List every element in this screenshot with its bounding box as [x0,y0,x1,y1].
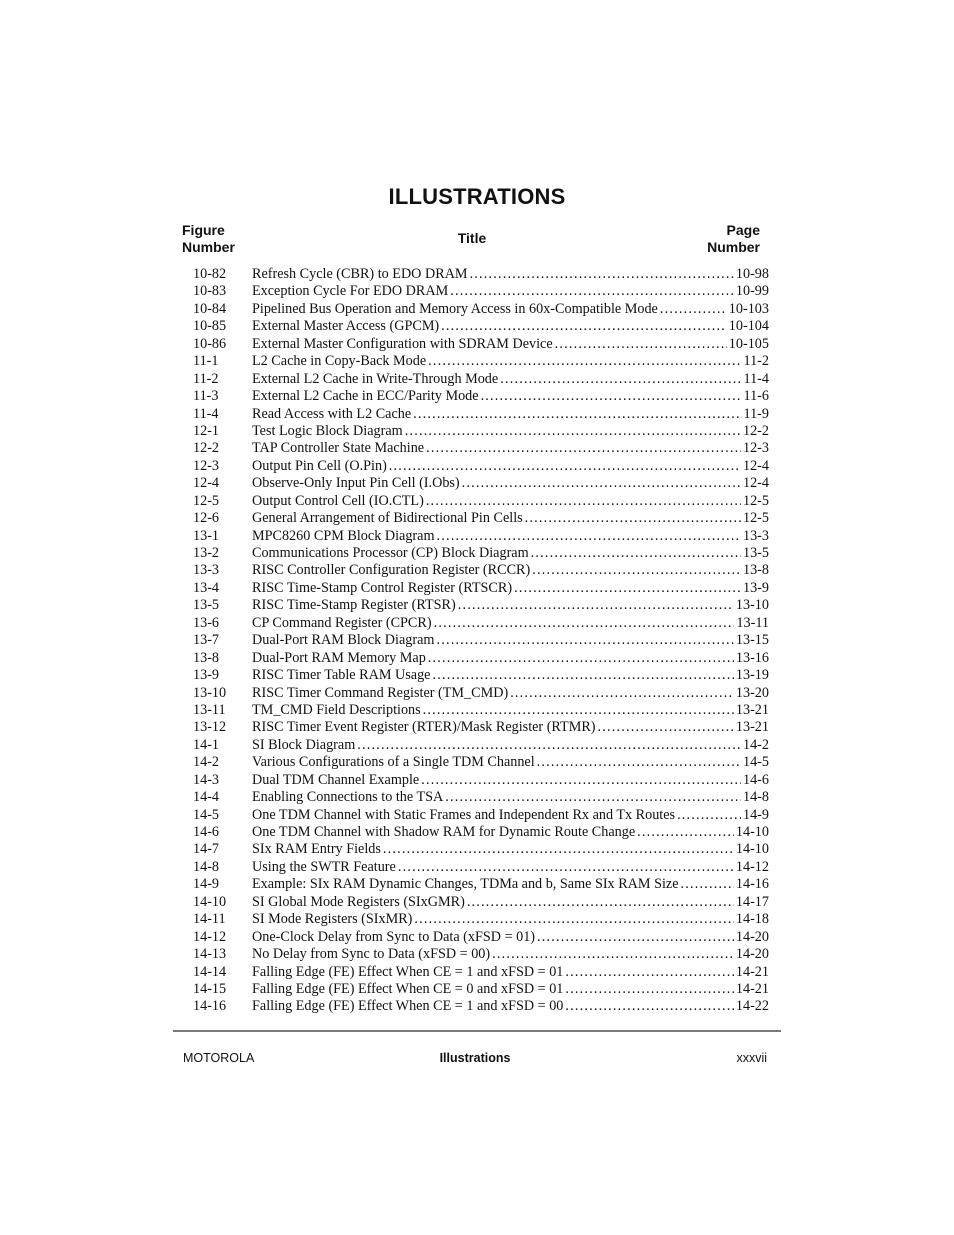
figure-number: 13-9 [193,667,220,684]
figure-number: 14-2 [193,754,220,771]
list-item[interactable] [193,371,769,388]
dot-leader [462,475,741,492]
figure-title: Exception Cycle For EDO DRAM [252,283,449,300]
dot-leader [481,388,742,405]
dot-leader [428,650,734,667]
page-number: 13-20 [735,684,769,701]
figure-number: 14-12 [193,928,227,945]
page-header-line1: Page [726,222,760,238]
page-number: 13-21 [735,701,769,718]
dot-leader [428,353,741,370]
page-number: 13-15 [735,632,769,649]
list-item[interactable] [193,650,769,667]
figure-title: TAP Controller State Machine [252,440,425,457]
list-item[interactable] [193,737,769,754]
footer-section: Illustrations [439,1051,511,1065]
figure-title: Output Pin Cell (O.Pin) [252,457,387,474]
list-item[interactable] [193,580,769,597]
figure-title: One TDM Channel with Static Frames and Independent Rx and Tx Routes [252,806,676,823]
page-number: 13-11 [736,614,769,631]
figure-title: Communications Processor (CP) Block Diagram [252,545,529,561]
figure-title: Using the SWTR Feature [252,858,396,875]
figure-title: RISC Timer Table RAM Usage [252,667,431,684]
figure-title: Falling Edge (FE) Effect When CE = 1 and xFSD = 01 [252,963,564,980]
list-item[interactable] [193,318,769,335]
figure-title: Pipelined Bus Operation and Memory Access in 60x-Compatible Mode [252,300,658,317]
dot-leader [414,911,733,928]
page-number: 11-6 [743,388,769,405]
figure-title: External Master Access (GPCM) [252,318,440,335]
page-number: 14-5 [742,754,769,771]
footer-publisher: MOTOROLA [183,1051,255,1065]
dot-leader [357,737,741,754]
figure-title: SI Block Diagram [252,736,356,753]
list-item[interactable] [193,336,769,353]
page-number: 14-16 [735,876,769,893]
page-number: 14-20 [735,946,769,963]
figure-number: 14-13 [193,946,227,963]
dot-leader [450,283,734,300]
page-number: 14-8 [742,789,769,806]
figure-number: 14-4 [193,789,220,806]
dot-leader [637,824,734,841]
list-item[interactable] [193,545,769,562]
figure-number: 13-12 [193,719,227,736]
list-item[interactable] [193,964,769,981]
dot-leader [514,580,741,597]
figure-number: 13-8 [193,649,220,666]
list-item[interactable] [193,597,769,614]
list-item[interactable] [193,353,769,370]
dot-leader [458,597,734,614]
page-number: 10-103 [728,300,769,317]
figure-number: 10-84 [193,300,227,317]
figure-number: 14-10 [193,893,227,910]
dot-leader [426,493,741,510]
dot-leader [598,719,734,736]
list-item[interactable] [193,562,769,579]
figure-number: 11-2 [193,370,219,387]
page-number: 12-5 [742,492,769,509]
page-number: 10-99 [735,283,769,300]
dot-leader [432,667,733,684]
figure-number: 14-8 [193,858,220,875]
figure-number: 10-83 [193,283,227,300]
figure-title: RISC Time-Stamp Register (RTSR) [252,597,456,614]
list-item[interactable] [193,685,769,702]
figure-title: Refresh Cycle (CBR) to EDO DRAM [252,266,468,282]
figure-number: 13-2 [193,545,220,561]
list-item[interactable] [193,946,769,963]
figure-number: 14-9 [193,876,220,893]
dot-leader [445,789,741,806]
list-item[interactable] [193,824,769,841]
figure-title: Various Configurations of a Single TDM Channel [252,754,535,771]
dot-leader [525,510,741,527]
page-number: 13-9 [742,579,769,596]
page-number: 14-21 [735,980,769,997]
figure-number: 12-1 [193,422,220,439]
list-item[interactable] [193,440,769,457]
figure-title: L2 Cache in Copy-Back Mode [252,353,427,370]
figure-title: RISC Timer Command Register (TM_CMD) [252,684,509,701]
page-number: 10-104 [728,318,769,335]
page-number: 14-18 [735,911,769,928]
page-number: 13-5 [742,545,769,561]
figure-title: RISC Timer Event Register (RTER)/Mask Register (RTMR) [252,719,596,736]
figure-title: SI Mode Registers (SIxMR) [252,911,413,928]
illustrations-list [193,266,769,1016]
figure-title: MPC8260 CPM Block Diagram [252,527,435,544]
figure-header-line1: Figure [182,222,225,238]
figure-number: 13-7 [193,632,220,649]
dot-leader [467,894,734,911]
dot-leader [677,807,741,824]
page-number: 10-98 [735,266,769,282]
dot-leader [565,998,733,1015]
list-item[interactable] [193,772,769,789]
figure-number: 11-3 [193,388,219,405]
figure-title: No Delay from Sync to Data (xFSD = 00) [252,946,491,963]
figure-title: Falling Edge (FE) Effect When CE = 0 and xFSD = 01 [252,980,564,997]
list-item[interactable] [193,458,769,475]
figure-number: 13-11 [193,701,226,718]
figure-number: 13-10 [193,684,227,701]
dot-leader [555,336,727,353]
list-item[interactable] [193,423,769,440]
page-number: 13-10 [735,597,769,614]
list-item[interactable] [193,876,769,893]
dot-leader [421,772,741,789]
list-item[interactable] [193,475,769,492]
figure-number: 14-5 [193,806,220,823]
list-item[interactable] [193,894,769,911]
figure-number: 12-5 [193,492,220,509]
title-header: Title [457,230,487,246]
page-number: 14-10 [735,841,769,858]
dot-leader [531,545,741,562]
list-item[interactable] [193,859,769,876]
page-number: 14-20 [735,928,769,945]
figure-number: 14-16 [193,998,227,1015]
dot-leader [398,859,734,876]
dot-leader [537,754,741,771]
figure-title: Test Logic Block Diagram [252,422,403,439]
figure-number: 11-4 [193,405,219,422]
figure-number: 13-5 [193,597,220,614]
dot-leader [470,266,734,283]
page-number: 12-5 [742,510,769,527]
list-item[interactable] [193,911,769,928]
figure-title: General Arrangement of Bidirectional Pin Cells [252,510,523,527]
dot-leader [434,615,735,632]
page-number: 14-12 [735,858,769,875]
dot-leader [500,371,741,388]
page-number: 11-2 [743,353,769,370]
page-number: 12-2 [742,422,769,439]
page-number: 10-105 [728,335,769,352]
list-item[interactable] [193,388,769,405]
list-item[interactable] [193,266,769,283]
dot-leader [565,981,733,998]
page-header-line2: Number [707,239,760,255]
list-item[interactable] [193,719,769,736]
page-number: 14-21 [735,963,769,980]
figure-number: 14-15 [193,980,227,997]
figure-title: CP Command Register (CPCR) [252,614,432,631]
footer-page-number: xxxvii [736,1051,767,1065]
list-item[interactable] [193,981,769,998]
page-number: 12-4 [742,475,769,492]
dot-leader [405,423,741,440]
figure-number: 14-6 [193,824,220,840]
figure-title: One TDM Channel with Shadow RAM for Dynamic Route Change [252,824,636,840]
figure-number: 10-85 [193,318,227,335]
figure-title: Dual TDM Channel Example [252,771,420,788]
list-item[interactable] [193,754,769,771]
dot-leader [565,964,733,981]
list-item[interactable] [193,841,769,858]
figure-title: Observe-Only Input Pin Cell (I.Obs) [252,475,460,492]
figure-title: Read Access with L2 Cache [252,405,412,422]
dot-leader [681,876,734,893]
page-number: 12-3 [742,440,769,457]
figure-title: SIx RAM Entry Fields [252,841,381,858]
list-item[interactable] [193,998,769,1015]
page-number: 13-8 [742,562,769,579]
dot-leader [532,562,741,579]
footer-rule [173,1030,781,1032]
dot-leader [510,685,734,702]
list-item[interactable] [193,702,769,719]
list-item[interactable] [193,528,769,545]
figure-title: RISC Time-Stamp Control Register (RTSCR) [252,579,513,596]
figure-title: One-Clock Delay from Sync to Data (xFSD = 01) [252,928,536,945]
figure-number: 14-14 [193,963,227,980]
page-title: ILLUSTRATIONS [388,184,566,209]
list-item[interactable] [193,632,769,649]
figure-title: External L2 Cache in Write-Through Mode [252,370,499,387]
figure-title: RISC Controller Configuration Register (RCCR) [252,562,531,579]
dot-leader [389,458,741,475]
dot-leader [413,406,741,423]
page-number: 14-10 [735,824,769,840]
dot-leader [383,841,734,858]
page-number-header [707,222,760,256]
figure-number: 11-1 [193,353,219,370]
dot-leader [441,318,727,335]
dot-leader [537,929,734,946]
figure-title: External Master Configuration with SDRAM Device [252,335,553,352]
figure-title: Dual-Port RAM Block Diagram [252,632,435,649]
figure-number: 12-3 [193,457,220,474]
figure-number: 10-82 [193,266,227,282]
figure-number: 13-1 [193,527,220,544]
list-item[interactable] [193,807,769,824]
figure-number: 12-4 [193,475,220,492]
figure-title: Dual-Port RAM Memory Map [252,649,426,666]
figure-number: 13-4 [193,579,220,596]
page-number: 14-6 [742,771,769,788]
page-number: 14-2 [742,736,769,753]
page-number: 14-22 [735,998,769,1015]
figure-number: 12-6 [193,510,220,527]
figure-header-line2: Number [182,239,235,255]
page-number: 11-4 [743,370,769,387]
figure-number: 14-11 [193,911,226,928]
dot-leader [423,702,734,719]
dot-leader [492,946,734,963]
page-number: 14-17 [735,893,769,910]
list-item[interactable] [193,510,769,527]
figure-number: 14-1 [193,736,220,753]
list-item[interactable] [193,301,769,318]
figure-title: Falling Edge (FE) Effect When CE = 1 and xFSD = 00 [252,998,564,1015]
page-number: 13-16 [735,649,769,666]
page-number: 13-21 [735,719,769,736]
dot-leader [660,301,727,318]
figure-number: 13-6 [193,614,220,631]
page-number: 13-3 [742,527,769,544]
dot-leader [436,528,741,545]
dot-leader [436,632,733,649]
list-item[interactable] [193,615,769,632]
list-item[interactable] [193,929,769,946]
page-number: 11-9 [743,405,769,422]
figure-title: SI Global Mode Registers (SIxGMR) [252,893,465,910]
figure-title: Output Control Cell (IO.CTL) [252,492,424,509]
list-item[interactable] [193,789,769,806]
list-item[interactable] [193,283,769,300]
list-item[interactable] [193,406,769,423]
figure-title: External L2 Cache in ECC/Parity Mode [252,388,479,405]
figure-title: TM_CMD Field Descriptions [252,701,421,718]
figure-number: 12-2 [193,440,220,457]
figure-number: 14-7 [193,841,220,858]
figure-number: 10-86 [193,335,227,352]
figure-title: Enabling Connections to the TSA [252,789,444,806]
dot-leader [426,440,741,457]
list-item[interactable] [193,667,769,684]
figure-number: 13-3 [193,562,220,579]
page-number: 12-4 [742,457,769,474]
list-item[interactable] [193,493,769,510]
page-number: 13-19 [735,667,769,684]
figure-number: 14-3 [193,771,220,788]
figure-title: Example: SIx RAM Dynamic Changes, TDMa and b, Same SIx RAM Size [252,876,679,893]
page-number: 14-9 [742,806,769,823]
